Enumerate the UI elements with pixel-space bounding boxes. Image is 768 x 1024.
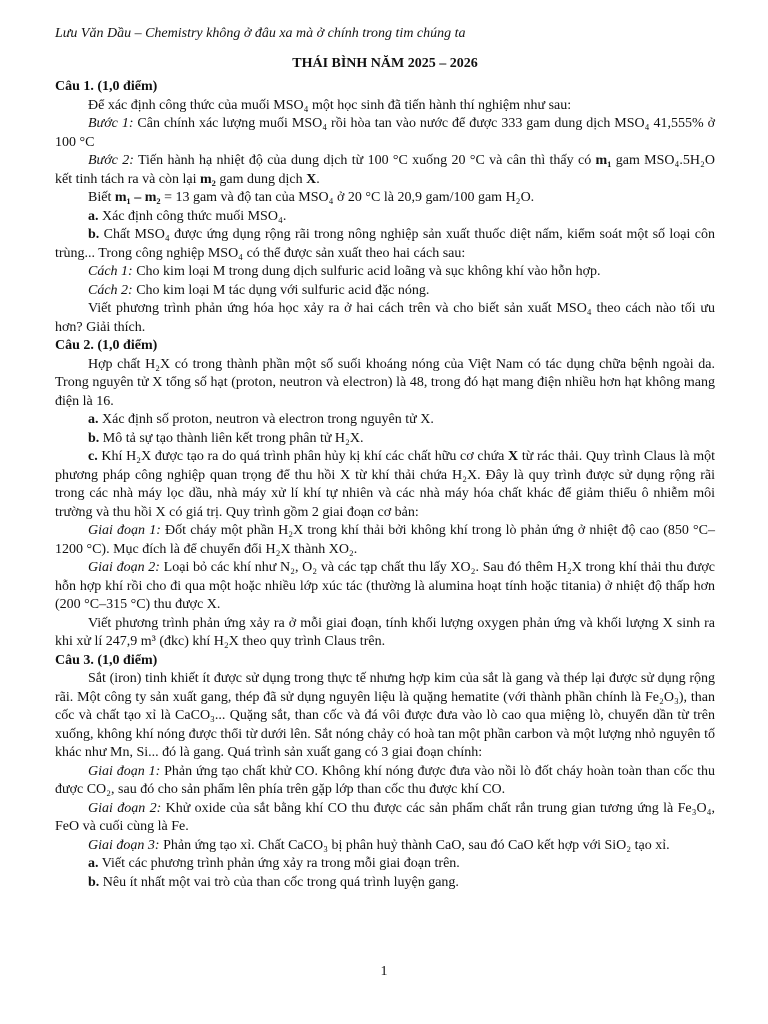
stage-text: Phản ứng tạo xỉ. Chất CaCO₃ bị phân huỷ thành CaO, sau đó CaO kết hợp với SiO₂ tạo xỉ.	[159, 837, 670, 853]
m1-symbol: m₁	[595, 153, 612, 168]
question-2-heading: Câu 2. (1,0 điểm)	[55, 338, 158, 353]
method-text: Cho kim loại M tác dụng với sulfuric acid đặc nóng.	[132, 282, 430, 298]
x-symbol: X	[508, 449, 519, 464]
question-3-stage-2	[55, 800, 715, 837]
given-text: = 13 gam và độ tan của MSO₄ ở 20 °C là 20,9 gam/100 gam H₂O.	[160, 190, 535, 205]
part-label: b.	[88, 874, 100, 890]
method-text: Cho kim loại M trong dung dịch sulfuric acid loãng và sục không khí vào hỗn hợp.	[132, 264, 601, 279]
method-label: Cách 2:	[88, 282, 133, 298]
part-text: Mô tả sự tạo thành liên kết trong phân tử H₂X.	[99, 430, 364, 446]
step-2-text: gam dung dịch	[215, 171, 307, 187]
question-1-step-2	[55, 152, 715, 189]
part-label: a.	[88, 208, 99, 224]
stage-label: Giai đoạn 3:	[88, 837, 160, 853]
page-header: Lưu Văn Dầu – Chemistry không ở đâu xa mà ở chính trong tim chúng ta	[55, 26, 466, 41]
step-2-label: Bước 2:	[88, 153, 134, 168]
x-symbol: X	[306, 171, 317, 187]
given-formula: m₁ – m₂	[114, 190, 161, 205]
question-1-part-a	[55, 208, 715, 227]
question-2-part-c	[55, 448, 715, 522]
step-2-text: .	[316, 171, 320, 187]
stage-label: Giai đoạn 1:	[88, 523, 161, 538]
question-3-stage-3	[55, 837, 715, 856]
question-1-given	[55, 189, 715, 208]
stage-label: Giai đoạn 1:	[88, 763, 161, 779]
question-2-part-b	[55, 430, 715, 449]
part-text: Xác định số proton, neutron và electron trong nguyên tử X.	[98, 412, 434, 427]
step-1-label: Bước 1:	[88, 116, 134, 131]
part-label: b.	[88, 430, 100, 446]
part-label: a.	[88, 412, 99, 427]
part-text: Chất MSO₄ được ứng dụng rộng rãi trong nông nghiệp sản xuất thuốc diệt nấm, kiểm soát một số loại côn trùng... Trong công nghiệp MSO₄ có thể được sản xuất theo hai cách sau:	[55, 227, 715, 261]
part-text: từ rác thải. Quy trình Claus là một phương pháp công nghiệp quan trọng để thu hồi X từ khí thải chứa H₂X. Đây là quy trình được sử dụng rộng rãi trong các nhà máy lọc dầu, nhà máy xử lí khí tự nhiên và các nhà máy hóa chất khác để giảm thiểu ô nhiễm môi trường và thu hồi X có giá trị. Quy trình gồm 2 giai đoạn cơ bản:	[55, 449, 715, 520]
stage-text: Loại bỏ các khí như N₂, O₂ và các tạp chất thu lấy XO₂. Sau đó thêm H₂X trong khí thải thu được hỗn hợp khí rồi cho đi qua một hoặc nhiều lớp xúc tác (thường là alumina hoạt tính hoặc titania) ở nhiệt độ thấp hơn (200 °C–315 °C) thu được X.	[55, 560, 715, 612]
question-3-intro: Sắt (iron) tinh khiết ít được sử dụng trong thực tế nhưng hợp kim của sắt là gang và thép lại được sử dụng rộng rãi. Một công ty sản xuất gang, thép đã sử dụng nguyên liệu là quặng hematite (với thành phần chính là Fe₂O₃), than cốc và chất tạo xỉ là CaCO₃... Quặng sắt, than cốc và đá vôi được đưa vào lò cao qua miệng lò, chuyển dần từ trên xuống, không khí nóng được thổi từ dưới lên. Sắt nóng chảy có hoà tan một phần carbon và một lượng nhỏ nguyên tố khác như Mn, Si... đó là gang. Quá trình sản xuất gang có 3 giai đoạn chính:	[55, 671, 715, 760]
page-number: 1	[380, 964, 388, 979]
question-2-stage-1	[55, 522, 715, 559]
question-2-part-a	[55, 411, 715, 430]
given-text: Biết	[88, 190, 115, 205]
stage-text: Đốt cháy một phần H₂X trong khí thải bởi không khí trong lò phản ứng ở nhiệt độ cao (850 °C–1200 °C). Mục đích là để chuyển đổi H₂X thành XO₂.	[55, 523, 715, 557]
step-2-text: gam MSO₄.5H₂O kết tinh tách ra và còn lại	[55, 153, 715, 187]
m2-symbol: m₂	[200, 171, 216, 187]
stage-text: Phản ứng tạo chất khử CO. Không khí nóng được đưa vào nồi lò đốt cháy hoàn toàn than cốc thu được CO₂, sau đó cho sản phẩm lên phía trên gặp lớp than cốc thu được khí CO.	[55, 763, 715, 797]
question-1-part-b	[55, 226, 715, 263]
part-text: Nêu ít nhất một vai trò của than cốc trong quá trình luyện gang.	[99, 874, 459, 890]
question-1-final: Viết phương trình phản ứng hóa học xảy ra ở hai cách trên và cho biết sản xuất MSO₄ theo cách nào tối ưu hơn? Giải thích.	[55, 301, 715, 335]
question-1-method-1	[55, 263, 715, 282]
exam-title: THÁI BÌNH NĂM 2025 – 2026	[292, 56, 478, 71]
stage-label: Giai đoạn 2:	[88, 560, 160, 575]
method-label: Cách 1:	[88, 264, 133, 279]
stage-label: Giai đoạn 2:	[88, 800, 162, 816]
question-2-final: Viết phương trình phản ứng xảy ra ở mỗi giai đoạn, tính khối lượng oxygen phản ứng và khối lượng X sinh ra khi xử lí 247,9 m³ (đkc) khí H₂X theo quy trình Claus trên.	[55, 615, 715, 649]
question-1-method-2	[55, 282, 715, 301]
step-2-text: Tiến hành hạ nhiệt độ của dung dịch từ 100 °C xuống 20 °C và cân thì thấy có	[133, 153, 596, 168]
question-3-part-b	[55, 874, 715, 893]
question-1-heading: Câu 1. (1,0 điểm)	[55, 79, 158, 94]
question-3-heading: Câu 3. (1,0 điểm)	[55, 652, 158, 668]
part-label: c.	[88, 449, 98, 464]
document-page	[55, 24, 715, 892]
part-label: b.	[88, 227, 100, 242]
part-text: Khí H₂X được tạo ra do quá trình phân hủy kị khí các chất hữu cơ chứa	[97, 449, 509, 464]
question-1-step-1	[55, 115, 715, 152]
step-1-text: Cân chính xác lượng muối MSO₄ rồi hòa tan vào nước để được 333 gam dung dịch MSO₄ 41,555% ở 100 °C	[55, 116, 715, 150]
question-1-intro: Để xác định công thức của muối MSO₄ một học sinh đã tiến hành thí nghiệm như sau:	[88, 97, 572, 113]
question-2-stage-2	[55, 559, 715, 615]
part-label: a.	[88, 856, 99, 871]
part-text: Xác định công thức muối MSO₄.	[98, 208, 287, 224]
part-text: Viết các phương trình phản ứng xảy ra trong mỗi giai đoạn trên.	[98, 856, 460, 871]
stage-text: Khử oxide của sắt bằng khí CO thu được các sản phẩm chất rắn trung gian tương ứng là Fe₃O₄, FeO và cuối cùng là Fe.	[55, 800, 715, 834]
question-3-stage-1	[55, 763, 715, 800]
question-3-part-a	[55, 855, 715, 874]
question-2-intro: Hợp chất H₂X có trong thành phần một số suối khoáng nóng của Việt Nam có tác dụng chữa bệnh ngoài da. Trong nguyên tử X tổng số hạt (proton, neutron và electron) là 48, trong đó hạt mang điện nhiều hơn hạt không mang điện là 16.	[55, 356, 715, 409]
